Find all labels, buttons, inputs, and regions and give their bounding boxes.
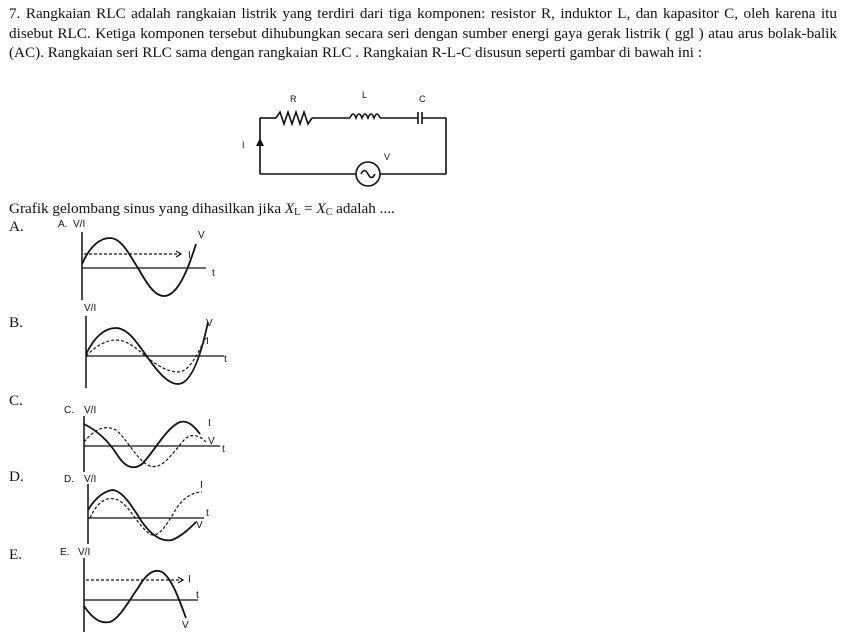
option-a-letter[interactable]: A. bbox=[9, 218, 24, 235]
label-i: I bbox=[242, 140, 245, 150]
label-l: L bbox=[362, 90, 368, 100]
label-c: C bbox=[419, 94, 426, 104]
option-c-letter[interactable]: C. bbox=[9, 392, 23, 409]
option-e-graph bbox=[58, 544, 228, 632]
question-text: 7. Rangkaian RLC adalah rangkaian listrik yang terdiri dari tiga komponen: resistor R, induktor L, dan kapasitor C, oleh karena itu disebut RLC. Ketiga komponen tersebut dihubungkan secara seri dengan sumber energi gaya gerak listrik ( ggl ) atau arus bolak-balik (AC). Rangkaian seri RLC sama dengan rangkaian RLC . Rangkaian R-L-C disusun seperti gambar di bawah ini : bbox=[9, 5, 837, 61]
graph-c-curve-label-t: t bbox=[222, 444, 225, 455]
graph-e-label: E. bbox=[60, 547, 70, 558]
question-prompt: Grafik gelombang sinus yang dihasilkan jika $X_L = X_C$ adalah .... bbox=[9, 200, 395, 218]
label-v: V bbox=[384, 152, 391, 162]
graph-a-axis-label: V/I bbox=[73, 219, 86, 230]
graph-d-curve-label-i: I bbox=[200, 480, 203, 491]
graph-d-curve-label-t: t bbox=[206, 508, 209, 519]
graph-a-label: A. bbox=[58, 219, 68, 230]
graph-b-curve-label-v: V bbox=[206, 318, 213, 329]
label-r: R bbox=[290, 94, 297, 104]
graph-e-curve-label-v: V bbox=[182, 620, 189, 631]
graph-c-curve-label-i: I bbox=[208, 418, 211, 429]
graph-b-curve-label-i: I bbox=[206, 336, 209, 347]
graph-b-curve-label-t: t bbox=[224, 354, 227, 365]
graph-d-curve-label-v: V bbox=[196, 520, 203, 531]
graph-a-curve-label-v: V bbox=[198, 230, 205, 241]
graph-d-axis-label: V/I bbox=[84, 474, 97, 485]
resistor-symbol bbox=[276, 112, 312, 124]
graph-b-axis-label: V/I bbox=[84, 303, 97, 314]
graph-e-curve-label-i: I bbox=[188, 574, 191, 585]
option-b-letter[interactable]: B. bbox=[9, 314, 23, 331]
graph-c-label: C. bbox=[64, 405, 74, 416]
graph-d-label: D. bbox=[64, 474, 74, 485]
graph-c-curve-label-v: V bbox=[208, 436, 215, 447]
option-d-letter[interactable]: D. bbox=[9, 468, 24, 485]
option-b-graph bbox=[78, 300, 238, 390]
graph-a-curve-label-t: t bbox=[212, 268, 215, 279]
option-c-graph bbox=[62, 400, 232, 474]
graph-a-curve-label-i: I bbox=[188, 250, 191, 261]
option-e-letter[interactable]: E. bbox=[9, 546, 23, 563]
graph-e-axis-label: V/I bbox=[78, 547, 91, 558]
graph-e-curve-label-t: t bbox=[196, 590, 199, 601]
current-arrow-icon bbox=[256, 138, 264, 146]
inductor-symbol bbox=[350, 114, 380, 118]
option-a-graph bbox=[56, 216, 226, 302]
option-d-graph bbox=[62, 470, 222, 546]
rlc-circuit-diagram bbox=[232, 88, 454, 188]
graph-c-axis-label: V/I bbox=[84, 405, 97, 416]
